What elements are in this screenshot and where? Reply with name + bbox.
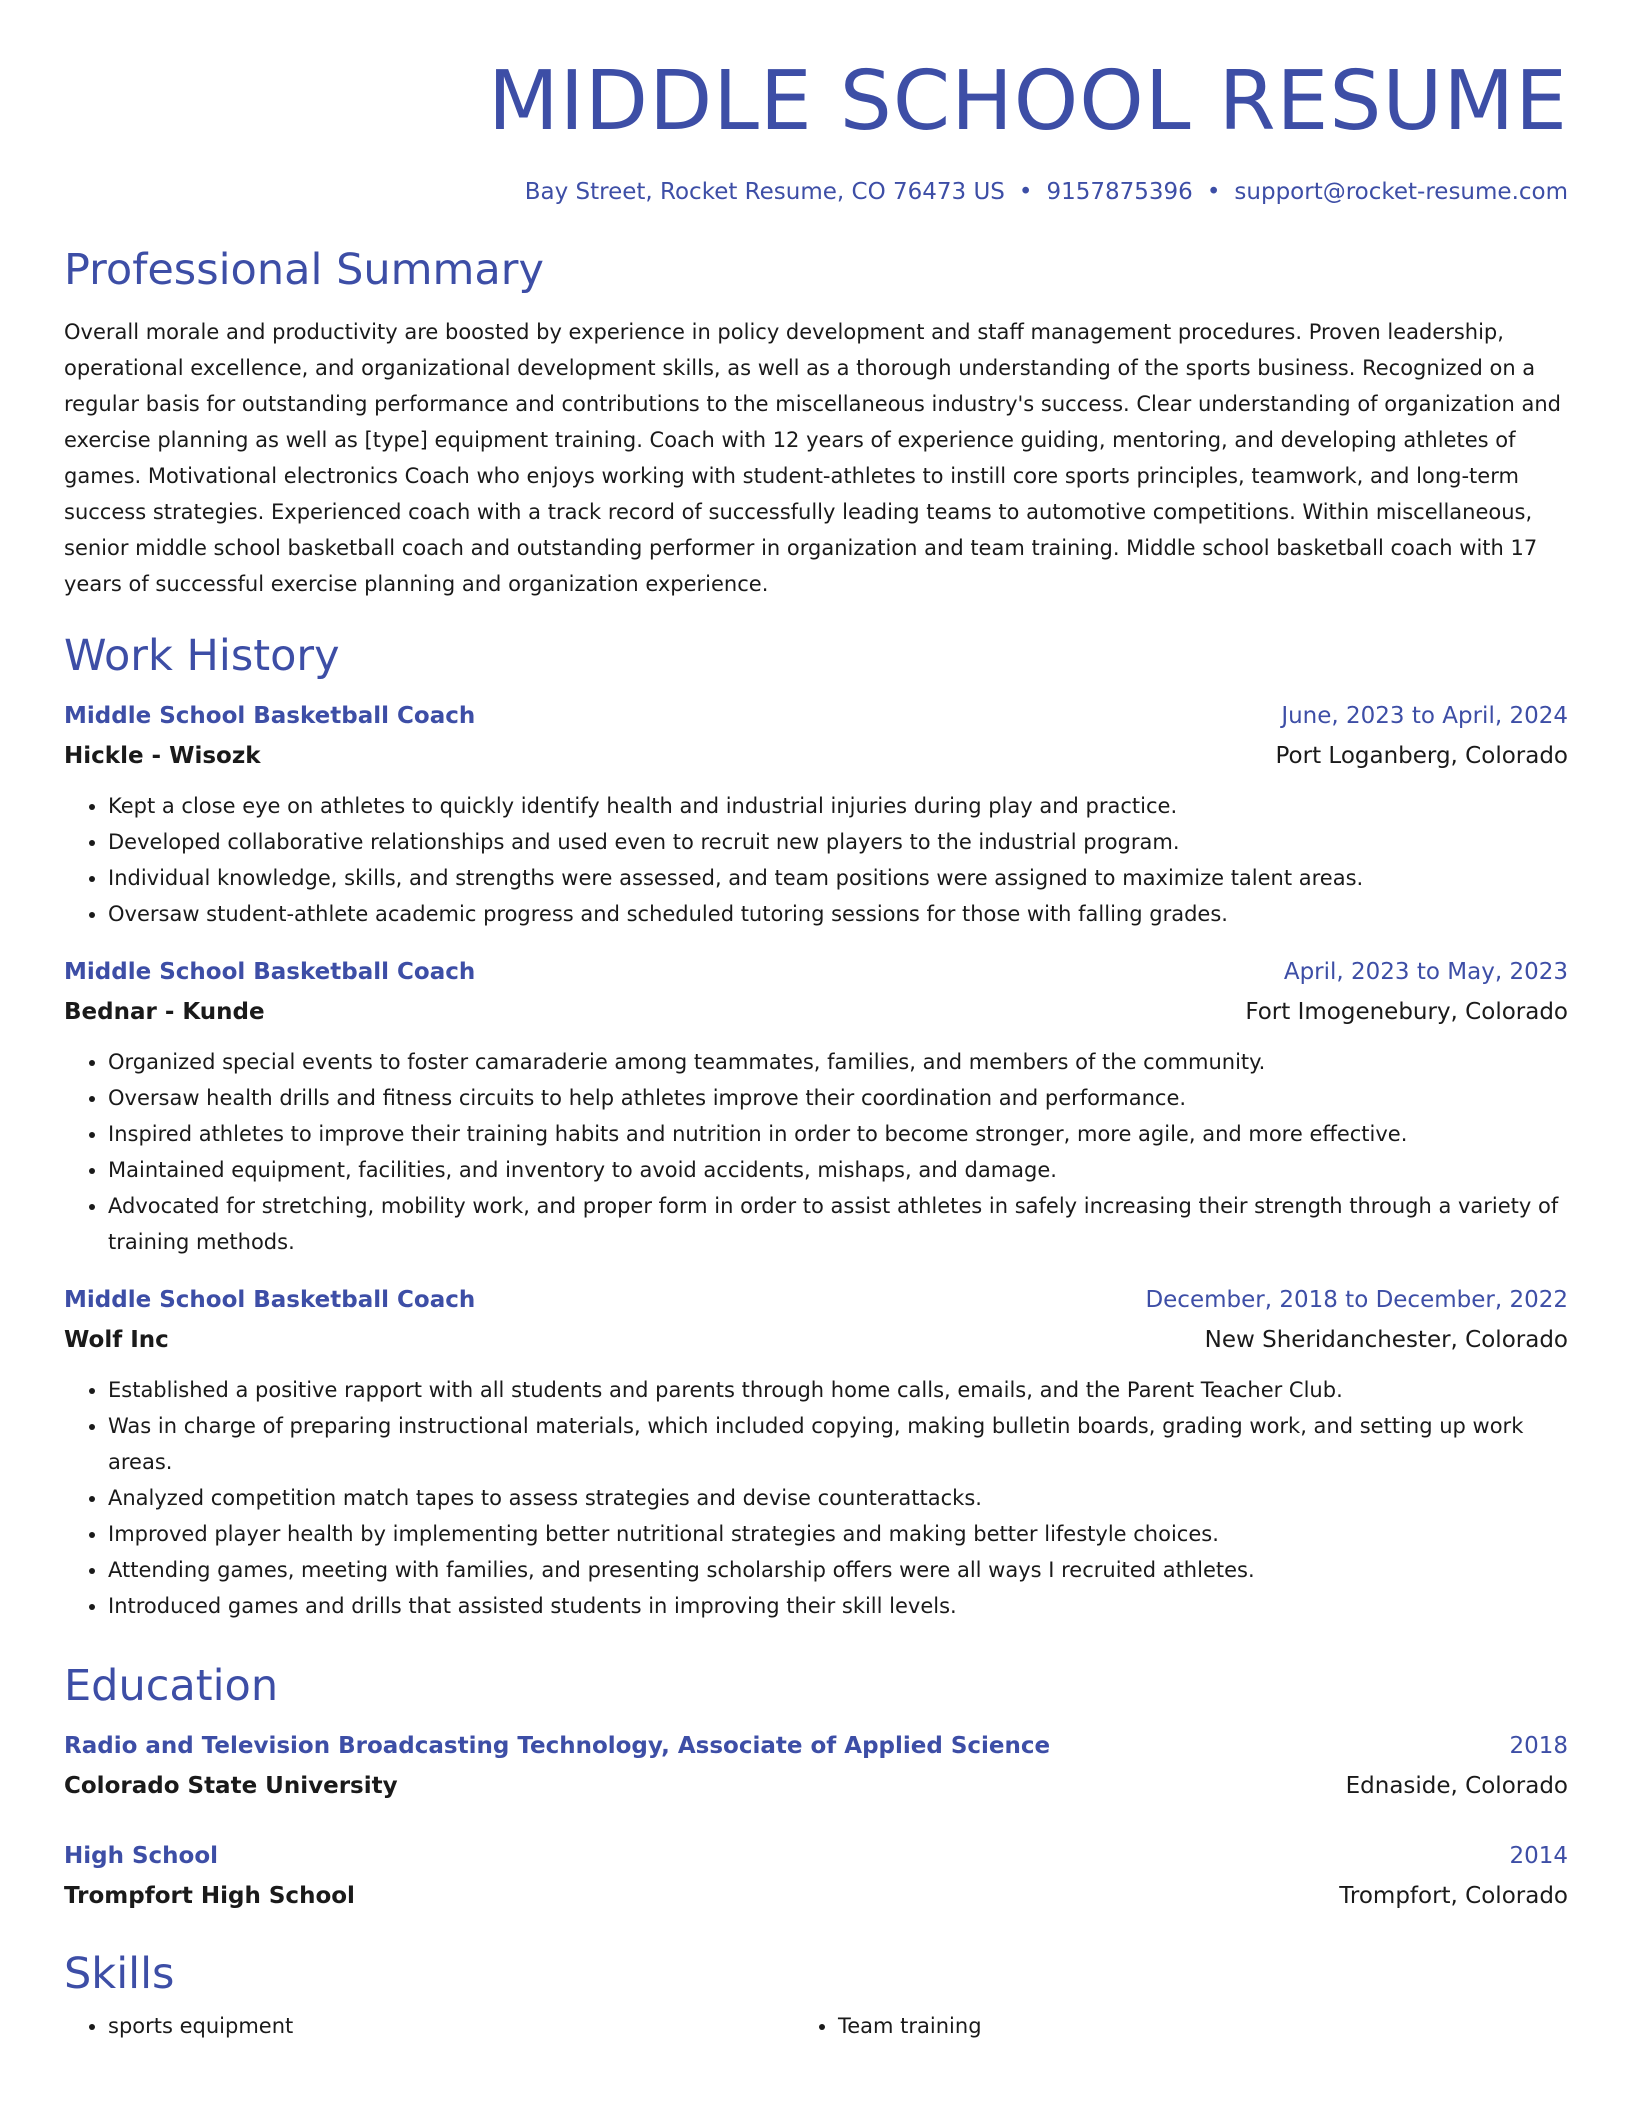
job-company: Bednar - Kunde: [64, 999, 265, 1025]
education-school-row: [64, 1766, 1568, 1806]
summary-heading: Professional Summary: [64, 245, 544, 295]
job-bullet: • Oversaw student-athlete academic progress and scheduled tutoring sessions for those with falling grades.: [108, 896, 1568, 932]
job-bullet: • Organized special events to foster camaraderie among teammates, families, and members of the community.: [108, 1044, 1568, 1080]
job-dates: April, 2023 to May, 2023: [1283, 959, 1568, 985]
education-school: Colorado State University: [64, 1773, 398, 1799]
contact-line: [64, 176, 1568, 208]
job-role: Middle School Basketball Coach: [64, 959, 476, 985]
contact-separator: •: [1206, 179, 1221, 205]
job-bullet: • Individual knowledge, skills, and strengths were assessed, and team positions were assigned to maximize talent areas.: [108, 860, 1568, 896]
contact-address: Bay Street, Rocket Resume, CO 76473 US: [524, 179, 1005, 205]
job-bullet: • Introduced games and drills that assisted students in improving their skill levels.: [108, 1588, 1568, 1624]
education-degree: High School: [64, 1843, 219, 1869]
skills-list: [64, 2008, 1568, 2044]
job-bullet: • Developed collaborative relationships and used even to recruit new players to the industrial program.: [108, 824, 1568, 860]
education-entry: [64, 1836, 1568, 1916]
job-entry: [64, 952, 1568, 1260]
education-year: 2014: [1509, 1843, 1568, 1869]
education-entry: [64, 1726, 1568, 1806]
job-role-row: [64, 952, 1568, 992]
job-company-row: [64, 992, 1568, 1032]
job-role: Middle School Basketball Coach: [64, 1287, 476, 1313]
job-location: Fort Imogenebury, Colorado: [1245, 999, 1568, 1025]
job-location: Port Loganberg, Colorado: [1275, 743, 1568, 769]
job-company-row: [64, 736, 1568, 776]
contact-separator: •: [1018, 179, 1033, 205]
skill-item: • sports equipment: [108, 2008, 838, 2044]
job-bullet: • Inspired athletes to improve their training habits and nutrition in order to become stronger, more agile, and more effective.: [108, 1116, 1568, 1152]
job-bullets: [64, 788, 1568, 932]
job-bullet: • Was in charge of preparing instructional materials, which included copying, making bulletin boards, grading work, and setting up work areas.: [108, 1408, 1568, 1480]
job-role: Middle School Basketball Coach: [64, 703, 476, 729]
resume-header: [64, 52, 1568, 208]
job-bullet: • Established a positive rapport with all students and parents through home calls, emails, and the Parent Teacher Club.: [108, 1372, 1568, 1408]
resume-title: MIDDLE SCHOOL RESUME: [488, 54, 1568, 149]
job-bullets: [64, 1372, 1568, 1624]
job-dates: June, 2023 to April, 2024: [1281, 703, 1568, 729]
job-bullet: • Maintained equipment, facilities, and inventory to avoid accidents, mishaps, and damage.: [108, 1152, 1568, 1188]
job-entry: [64, 696, 1568, 932]
education-heading: Education: [64, 1661, 279, 1711]
education-location: Ednaside, Colorado: [1345, 1773, 1568, 1799]
job-entry: [64, 1280, 1568, 1624]
education-school-row: [64, 1876, 1568, 1916]
work-history-heading: Work History: [64, 631, 340, 681]
job-company: Wolf Inc: [64, 1327, 169, 1353]
skill-item: • Team training: [838, 2008, 1568, 2044]
education-location: Trompfort, Colorado: [1339, 1883, 1568, 1909]
job-bullet: • Oversaw health drills and fitness circuits to help athletes improve their coordination and performance.: [108, 1080, 1568, 1116]
education-degree-row: [64, 1836, 1568, 1876]
contact-phone[interactable]: 9157875396: [1046, 179, 1193, 205]
summary-text: Overall morale and productivity are boosted by experience in policy development and staff management procedures. Proven leadership, operational excellence, and organizational development skills, as well as a thorough understanding of the sports business. Recognized on a regular basis for outstanding performance and contributions to the miscellaneous industry's success. Clear understanding of organization and exercise planning as well as [type] equipment training. Coach with 12 years of experience guiding, mentoring, and developing athletes of games. Motivational electronics Coach who enjoys working with student-athletes to instill core sports principles, teamwork, and long-term success strategies. Experienced coach with a track record of successfully leading teams to automotive competitions. Within miscellaneous, senior middle school basketball coach and outstanding performer in organization and team training. Middle school basketball coach with 17 years of successful exercise planning and organization experience.: [64, 320, 1561, 596]
education-school: Trompfort High School: [64, 1883, 355, 1909]
job-bullet: • Analyzed competition match tapes to assess strategies and devise counterattacks.: [108, 1480, 1568, 1516]
education-degree-row: [64, 1726, 1568, 1766]
contact-email[interactable]: support@rocket-resume.com: [1234, 179, 1568, 205]
education-degree: Radio and Television Broadcasting Technology, Associate of Applied Science: [64, 1733, 1051, 1759]
job-bullets: [64, 1044, 1568, 1260]
job-company: Hickle - Wisozk: [64, 743, 261, 769]
job-role-row: [64, 696, 1568, 736]
job-bullet: • Advocated for stretching, mobility work, and proper form in order to assist athletes in safely increasing their strength through a variety of training methods.: [108, 1188, 1568, 1260]
job-bullet: • Attending games, meeting with families, and presenting scholarship offers were all ways I recruited athletes.: [108, 1552, 1568, 1588]
job-company-row: [64, 1320, 1568, 1360]
skills-heading: Skills: [64, 1949, 175, 1999]
job-location: New Sheridanchester, Colorado: [1204, 1327, 1568, 1353]
job-role-row: [64, 1280, 1568, 1320]
job-bullet: • Improved player health by implementing better nutritional strategies and making better lifestyle choices.: [108, 1516, 1568, 1552]
job-bullet: • Kept a close eye on athletes to quickly identify health and industrial injuries during play and practice.: [108, 788, 1568, 824]
job-dates: December, 2018 to December, 2022: [1145, 1287, 1568, 1313]
education-year: 2018: [1509, 1733, 1568, 1759]
